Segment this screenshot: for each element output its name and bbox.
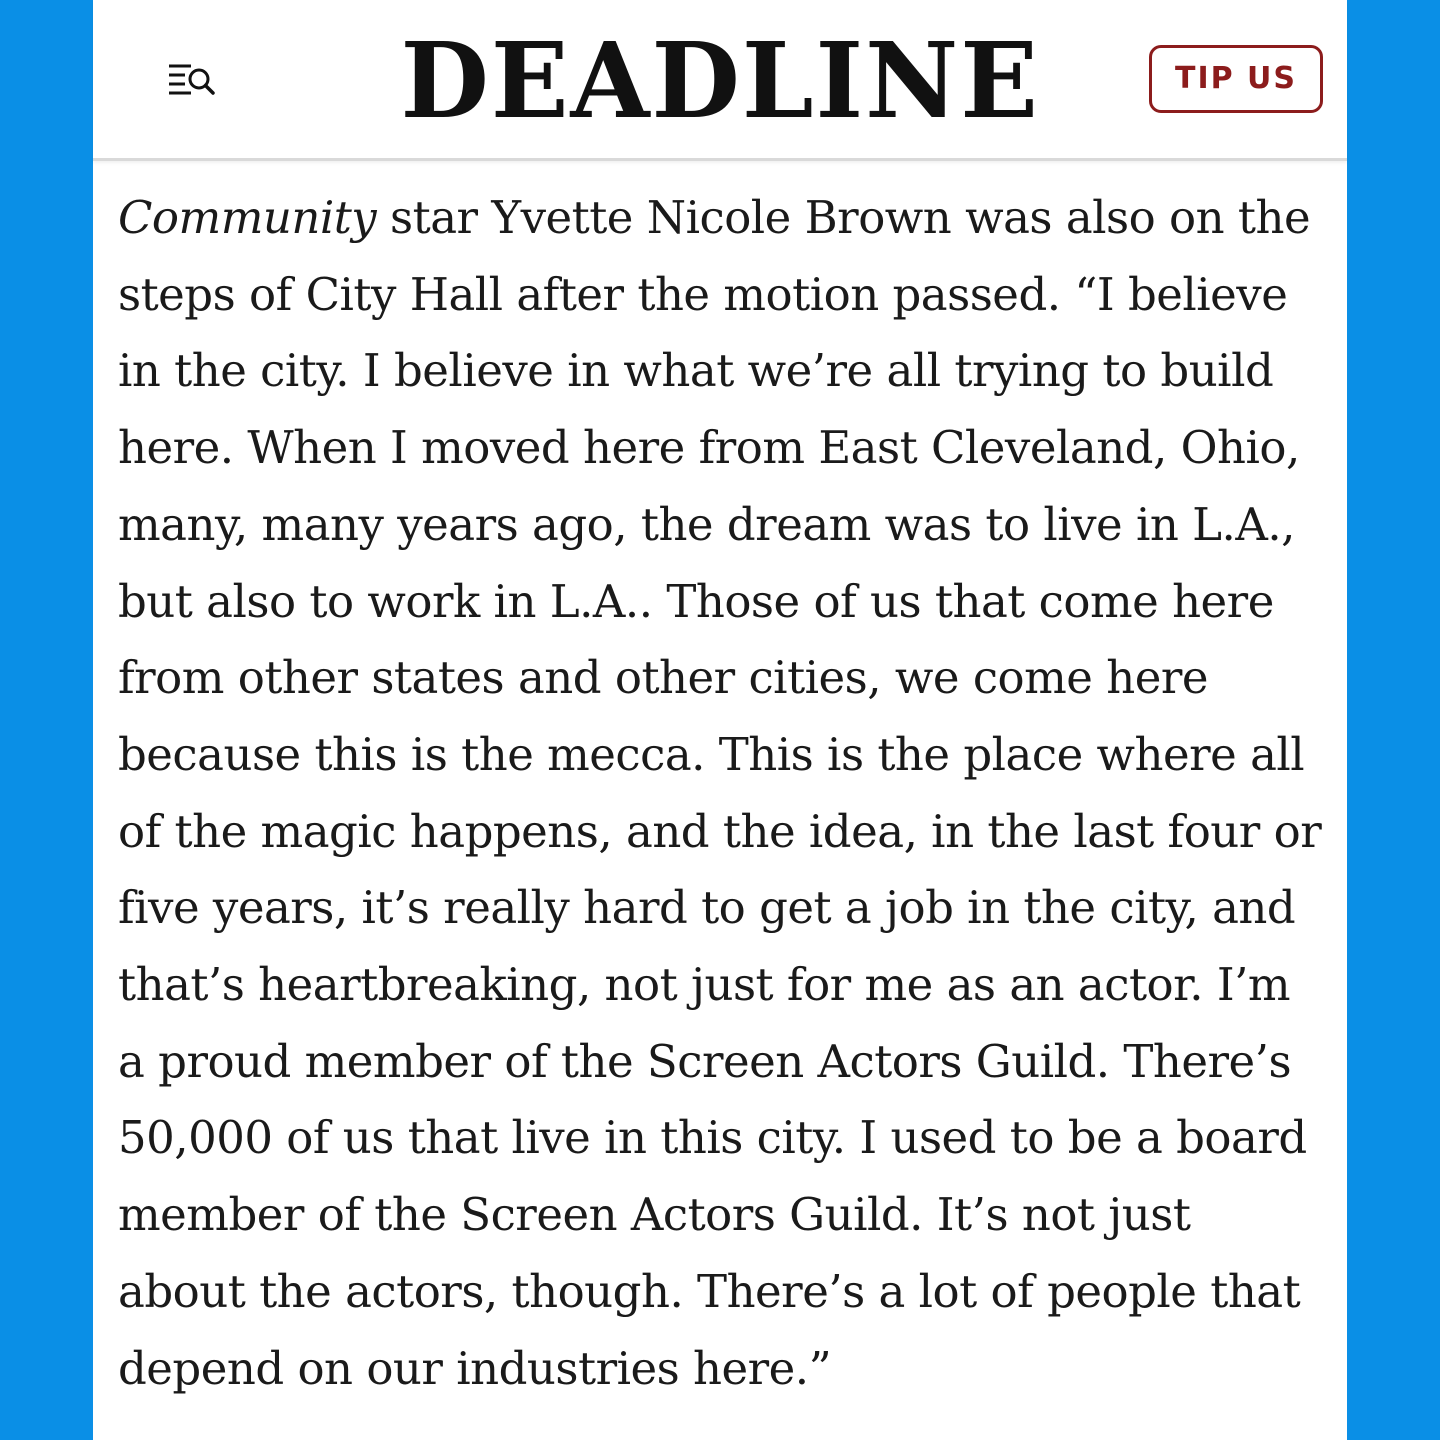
article-line: because this is the mecca. This is the place where all: [118, 727, 1305, 781]
site-header: [93, 0, 1347, 161]
article-body: [118, 180, 1323, 1407]
article-line: steps of City Hall after the motion passed. “I believe: [118, 267, 1288, 321]
article-page: [93, 0, 1347, 1440]
article-line: about the actors, though. There’s a lot of people that: [118, 1264, 1301, 1318]
article-line: from other states and other cities, we come here: [118, 651, 1208, 705]
article-line: Community star Yvette Nicole Brown was also on the: [118, 191, 1311, 244]
show-title: Community: [118, 191, 377, 244]
article-line: here. When I moved here from East Cleveland, Ohio,: [118, 421, 1300, 475]
article-line: many, many years ago, the dream was to live in L.A.,: [118, 497, 1295, 551]
article-line: a proud member of the Screen Actors Guild. There’s: [118, 1034, 1292, 1088]
article-line: 50,000 of us that live in this city. I used to be a board: [118, 1111, 1307, 1165]
article-line: that’s heartbreaking, not just for me as an actor. I’m: [118, 958, 1291, 1012]
article-line: in the city. I believe in what we’re all trying to build: [118, 344, 1274, 398]
article-line: member of the Screen Actors Guild. It’s not just: [118, 1188, 1191, 1242]
site-logo-text: DEADLINE: [400, 19, 1040, 142]
article-line: of the magic happens, and the idea, in the last four or: [118, 804, 1322, 858]
tip-us-button[interactable]: TIP US: [1149, 45, 1323, 113]
article-line: but also to work in L.A.. Those of us that come here: [118, 574, 1274, 628]
article-line: depend on our industries here.”: [118, 1341, 832, 1395]
article-line: five years, it’s really hard to get a job in the city, and: [118, 881, 1296, 935]
